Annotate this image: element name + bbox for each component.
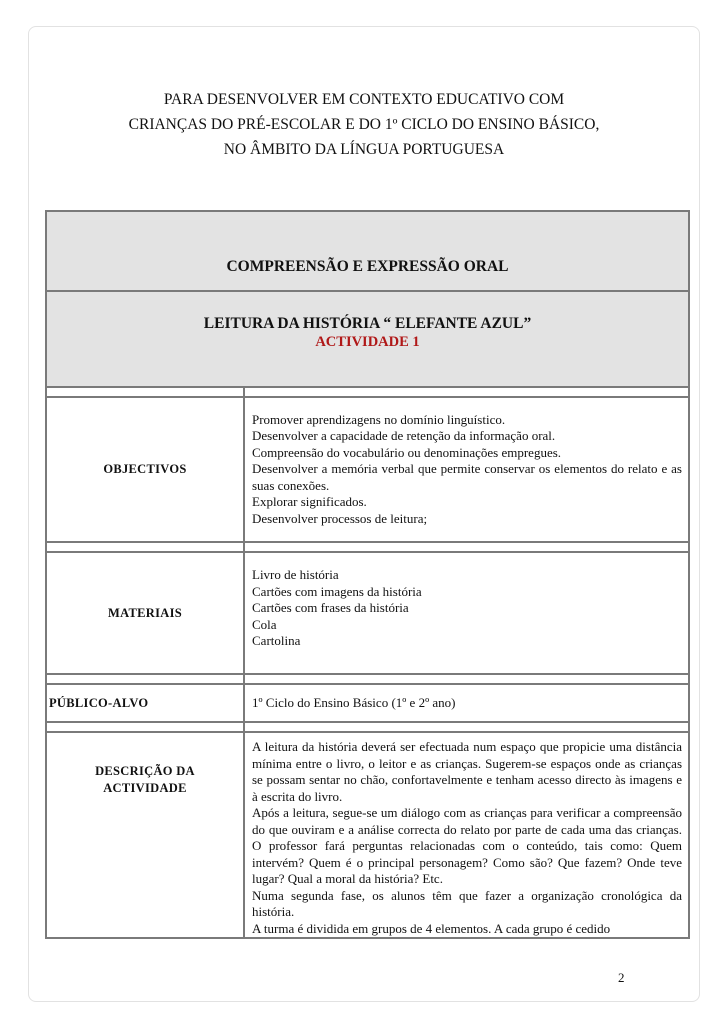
audience-content	[244, 684, 689, 722]
activity-number: ACTIVIDADE 1	[315, 334, 420, 350]
section-header	[46, 211, 689, 291]
heading-line-3: NO ÂMBITO DA LÍNGUA PORTUGUESA	[223, 141, 505, 158]
objective-item: Desenvolver a capacidade de retenção da informação oral.	[252, 428, 556, 444]
objectives-content	[244, 397, 689, 542]
audience-label	[46, 684, 244, 722]
description-content	[244, 732, 689, 938]
objective-item: Promover aprendizagens no domínio linguístico.	[252, 411, 506, 427]
objectives-label	[46, 397, 244, 542]
objective-item: Compreensão do vocabulário ou denominações empregues.	[252, 444, 562, 460]
description-paragraph: A leitura da história deverá ser efectuada num espaço que propicie uma distância mínima entre o livro, o leitor e as crianças. Sugerem-se espaços onde as crianças se possam sentar no chão, confortavelmente e tenham acesso directo às imagens e à escrita do livro.	[252, 739, 682, 804]
activity-title: LEITURA DA HISTÓRIA “ ELEFANTE AZUL”	[203, 315, 532, 332]
objectives-label-text: OBJECTIVOS	[103, 462, 187, 476]
description-paragraph: A turma é dividida em grupos de 4 elementos. A cada grupo é cedido	[252, 920, 611, 936]
material-item: Cartolina	[252, 633, 301, 648]
audience-value: 1º Ciclo do Ensino Básico (1º e 2º ano)	[252, 694, 456, 710]
heading-line-1: PARA DESENVOLVER EM CONTEXTO EDUCATIVO COM	[163, 91, 565, 108]
description-label-line-1: DESCRIÇÃO DA	[95, 764, 195, 778]
material-item: Cartões com frases da história	[252, 600, 409, 615]
activity-header	[46, 291, 689, 387]
document-heading	[0, 87, 728, 162]
materials-content	[244, 552, 689, 674]
objective-item: Desenvolver a memória verbal que permite conservar os elementos do relato e as suas conexões.	[252, 461, 682, 493]
description-label	[46, 732, 244, 938]
description-paragraph: Após a leitura, segue-se um diálogo com as crianças para verificar a compreensão do que ouviram e a análise correcta do relato por parte de cada uma das crianças. O professor fará perguntas relacionadas com o conteúdo, tais como: Quem intervém? Quem é o principal personagem? Como são? Que fazem? Onde teve lugar? Qual a moral da história? Etc.	[252, 805, 682, 886]
activity-table	[45, 210, 690, 939]
objective-item: Explorar significados.	[252, 494, 367, 510]
description-paragraph: Numa segunda fase, os alunos têm que fazer a organização cronológica da história.	[252, 887, 682, 919]
heading-line-2: CRIANÇAS DO PRÉ-ESCOLAR E DO 1º CICLO DO ENSINO BÁSICO,	[128, 116, 600, 133]
material-item: Cola	[252, 616, 277, 632]
description-label-line-2: ACTIVIDADE	[103, 781, 187, 795]
materials-label-text: MATERIAIS	[107, 605, 182, 620]
section-header-text: COMPREENSÃO E EXPRESSÃO ORAL	[226, 258, 509, 275]
audience-label-text: PÚBLICO-ALVO	[49, 695, 149, 710]
material-item: Cartões com imagens da história	[252, 583, 422, 599]
materials-label	[46, 552, 244, 674]
objective-item: Desenvolver processos de leitura;	[252, 510, 428, 526]
material-item: Livro de história	[252, 567, 339, 582]
page-number: 2	[618, 970, 625, 985]
